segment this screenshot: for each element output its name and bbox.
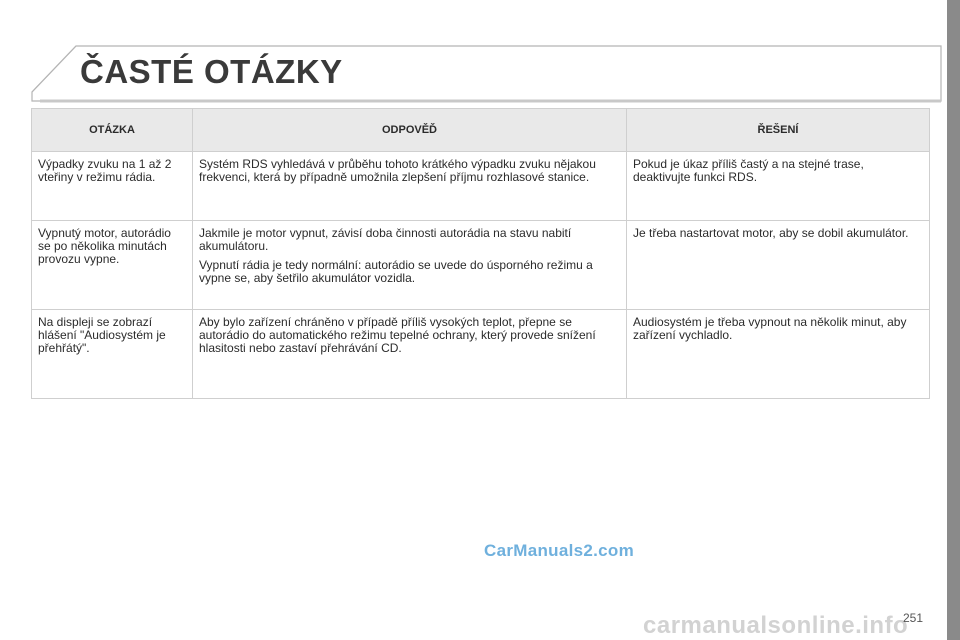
title-banner <box>0 0 944 110</box>
header-question: OTÁZKA <box>32 109 193 152</box>
header-solution: ŘEŠENÍ <box>627 109 930 152</box>
question-cell: Na displeji se zobrazí hlášení "Audiosystém je přehřátý". <box>32 310 193 399</box>
table-row <box>32 221 930 310</box>
solution-cell: Pokud je úkaz příliš častý a na stejné trase, deaktivujte funkci RDS. <box>627 152 930 221</box>
table-header-row <box>32 109 930 152</box>
question-cell: Výpadky zvuku na 1 až 2 vteřiny v režimu rádia. <box>32 152 193 221</box>
table-row <box>32 152 930 221</box>
page-number: 251 <box>903 611 924 625</box>
answer-paragraph: Jakmile je motor vypnut, závisí doba činnosti autorádia na stavu nabití akumulátoru. <box>199 226 572 253</box>
page-title: ČASTÉ OTÁZKY <box>80 53 343 90</box>
answer-cell <box>193 310 627 399</box>
solution-cell: Audiosystém je třeba vypnout na několik minut, aby zařízení vychladlo. <box>627 310 930 399</box>
answer-paragraph: Aby bylo zařízení chráněno v případě příliš vysokých teplot, přepne se autorádio do automatického režimu tepelné ochrany, který provede snížení hlasitosti nebo zastaví přehrávání CD. <box>199 315 596 355</box>
answer-paragraph: Vypnutí rádia je tedy normální: autorádio se uvede do úsporného režimu a vypne se, aby šetřilo akumulátor vozidla. <box>199 258 593 285</box>
table-row <box>32 310 930 399</box>
answer-cell <box>193 221 627 310</box>
faq-table <box>31 108 930 399</box>
header-answer: ODPOVĚĎ <box>193 109 627 152</box>
answer-paragraph: Systém RDS vyhledává v průběhu tohoto krátkého výpadku zvuku nějakou frekvenci, která by případně umožnila zlepšení příjmu rozhlasové stanice. <box>199 157 596 184</box>
right-edge-bar <box>947 0 960 640</box>
carmanualsonline-watermark[interactable]: carmanualsonline.info <box>643 612 909 639</box>
carmanuals2-watermark[interactable]: CarManuals2.com <box>484 541 634 560</box>
question-cell: Vypnutý motor, autorádio se po několika minutách provozu vypne. <box>32 221 193 310</box>
answer-cell <box>193 152 627 221</box>
solution-cell: Je třeba nastartovat motor, aby se dobil akumulátor. <box>627 221 930 310</box>
